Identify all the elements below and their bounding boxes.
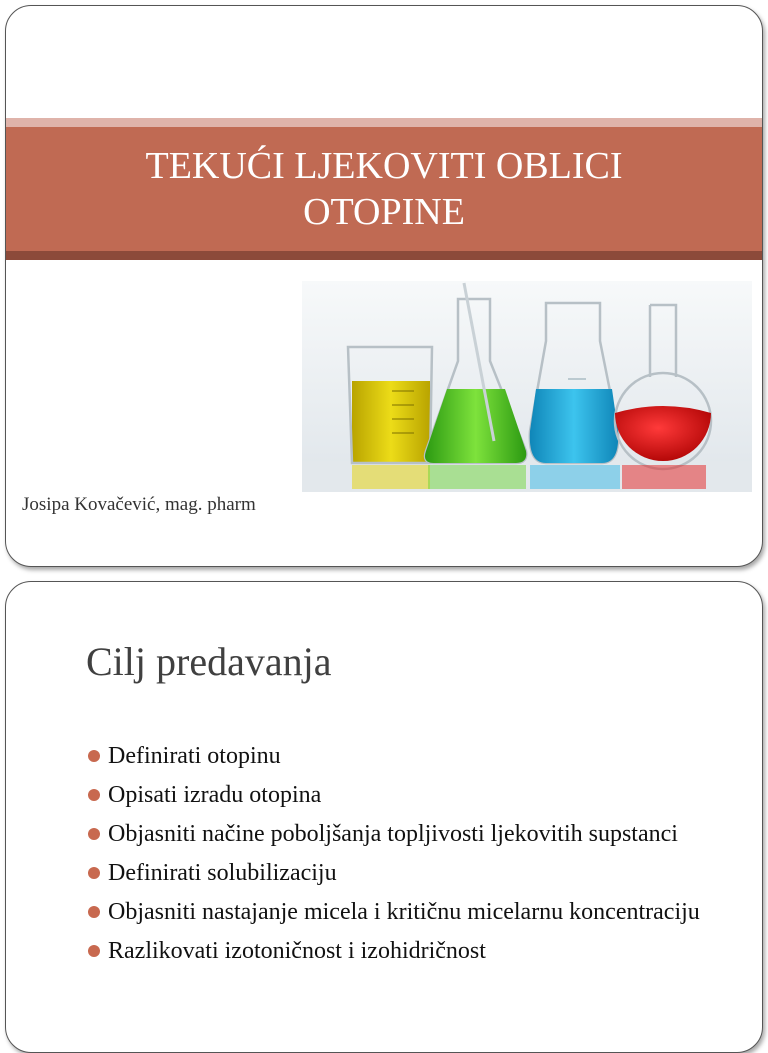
bullet-item [86,779,706,812]
lab-glassware-image [302,281,752,492]
bullet-text: Objasniti načine poboljšanja topljivosti ljekovitih supstanci [108,821,678,847]
title-band [6,127,762,251]
title-slide [5,5,763,567]
bullet-dot-icon [88,789,100,801]
author-name: Josipa Kovačević, mag. pharm [22,494,256,515]
bullet-item [86,818,706,851]
bullet-list [86,740,706,974]
bullet-item [86,896,706,929]
bullet-dot-icon [88,945,100,957]
slide-title-line2: OTOPINE [303,191,465,233]
bullet-dot-icon [88,750,100,762]
bullet-dot-icon [88,867,100,879]
bullet-dot-icon [88,828,100,840]
title-band-bottom-stripe [6,251,762,260]
lab-glassware-illustration [302,281,752,492]
slide-heading: Cilj predavanja [86,639,332,684]
bullet-text: Definirati solubilizaciju [108,860,337,886]
objectives-slide [5,581,763,1053]
bullet-item [86,740,706,773]
bullet-text: Opisati izradu otopina [108,782,322,808]
bullet-item [86,935,706,968]
title-band-top-stripe [6,118,762,127]
slide-title [145,143,622,235]
bullet-text: Definirati otopinu [108,743,281,769]
bullet-dot-icon [88,906,100,918]
bullet-item [86,857,706,890]
slide-title-line1: TEKUĆI LJEKOVITI OBLICI [145,145,623,187]
bullet-text: Objasniti nastajanje micela i kritičnu micelarnu koncentraciju [108,899,700,925]
bullet-text: Razlikovati izotoničnost i izohidričnost [108,938,486,964]
